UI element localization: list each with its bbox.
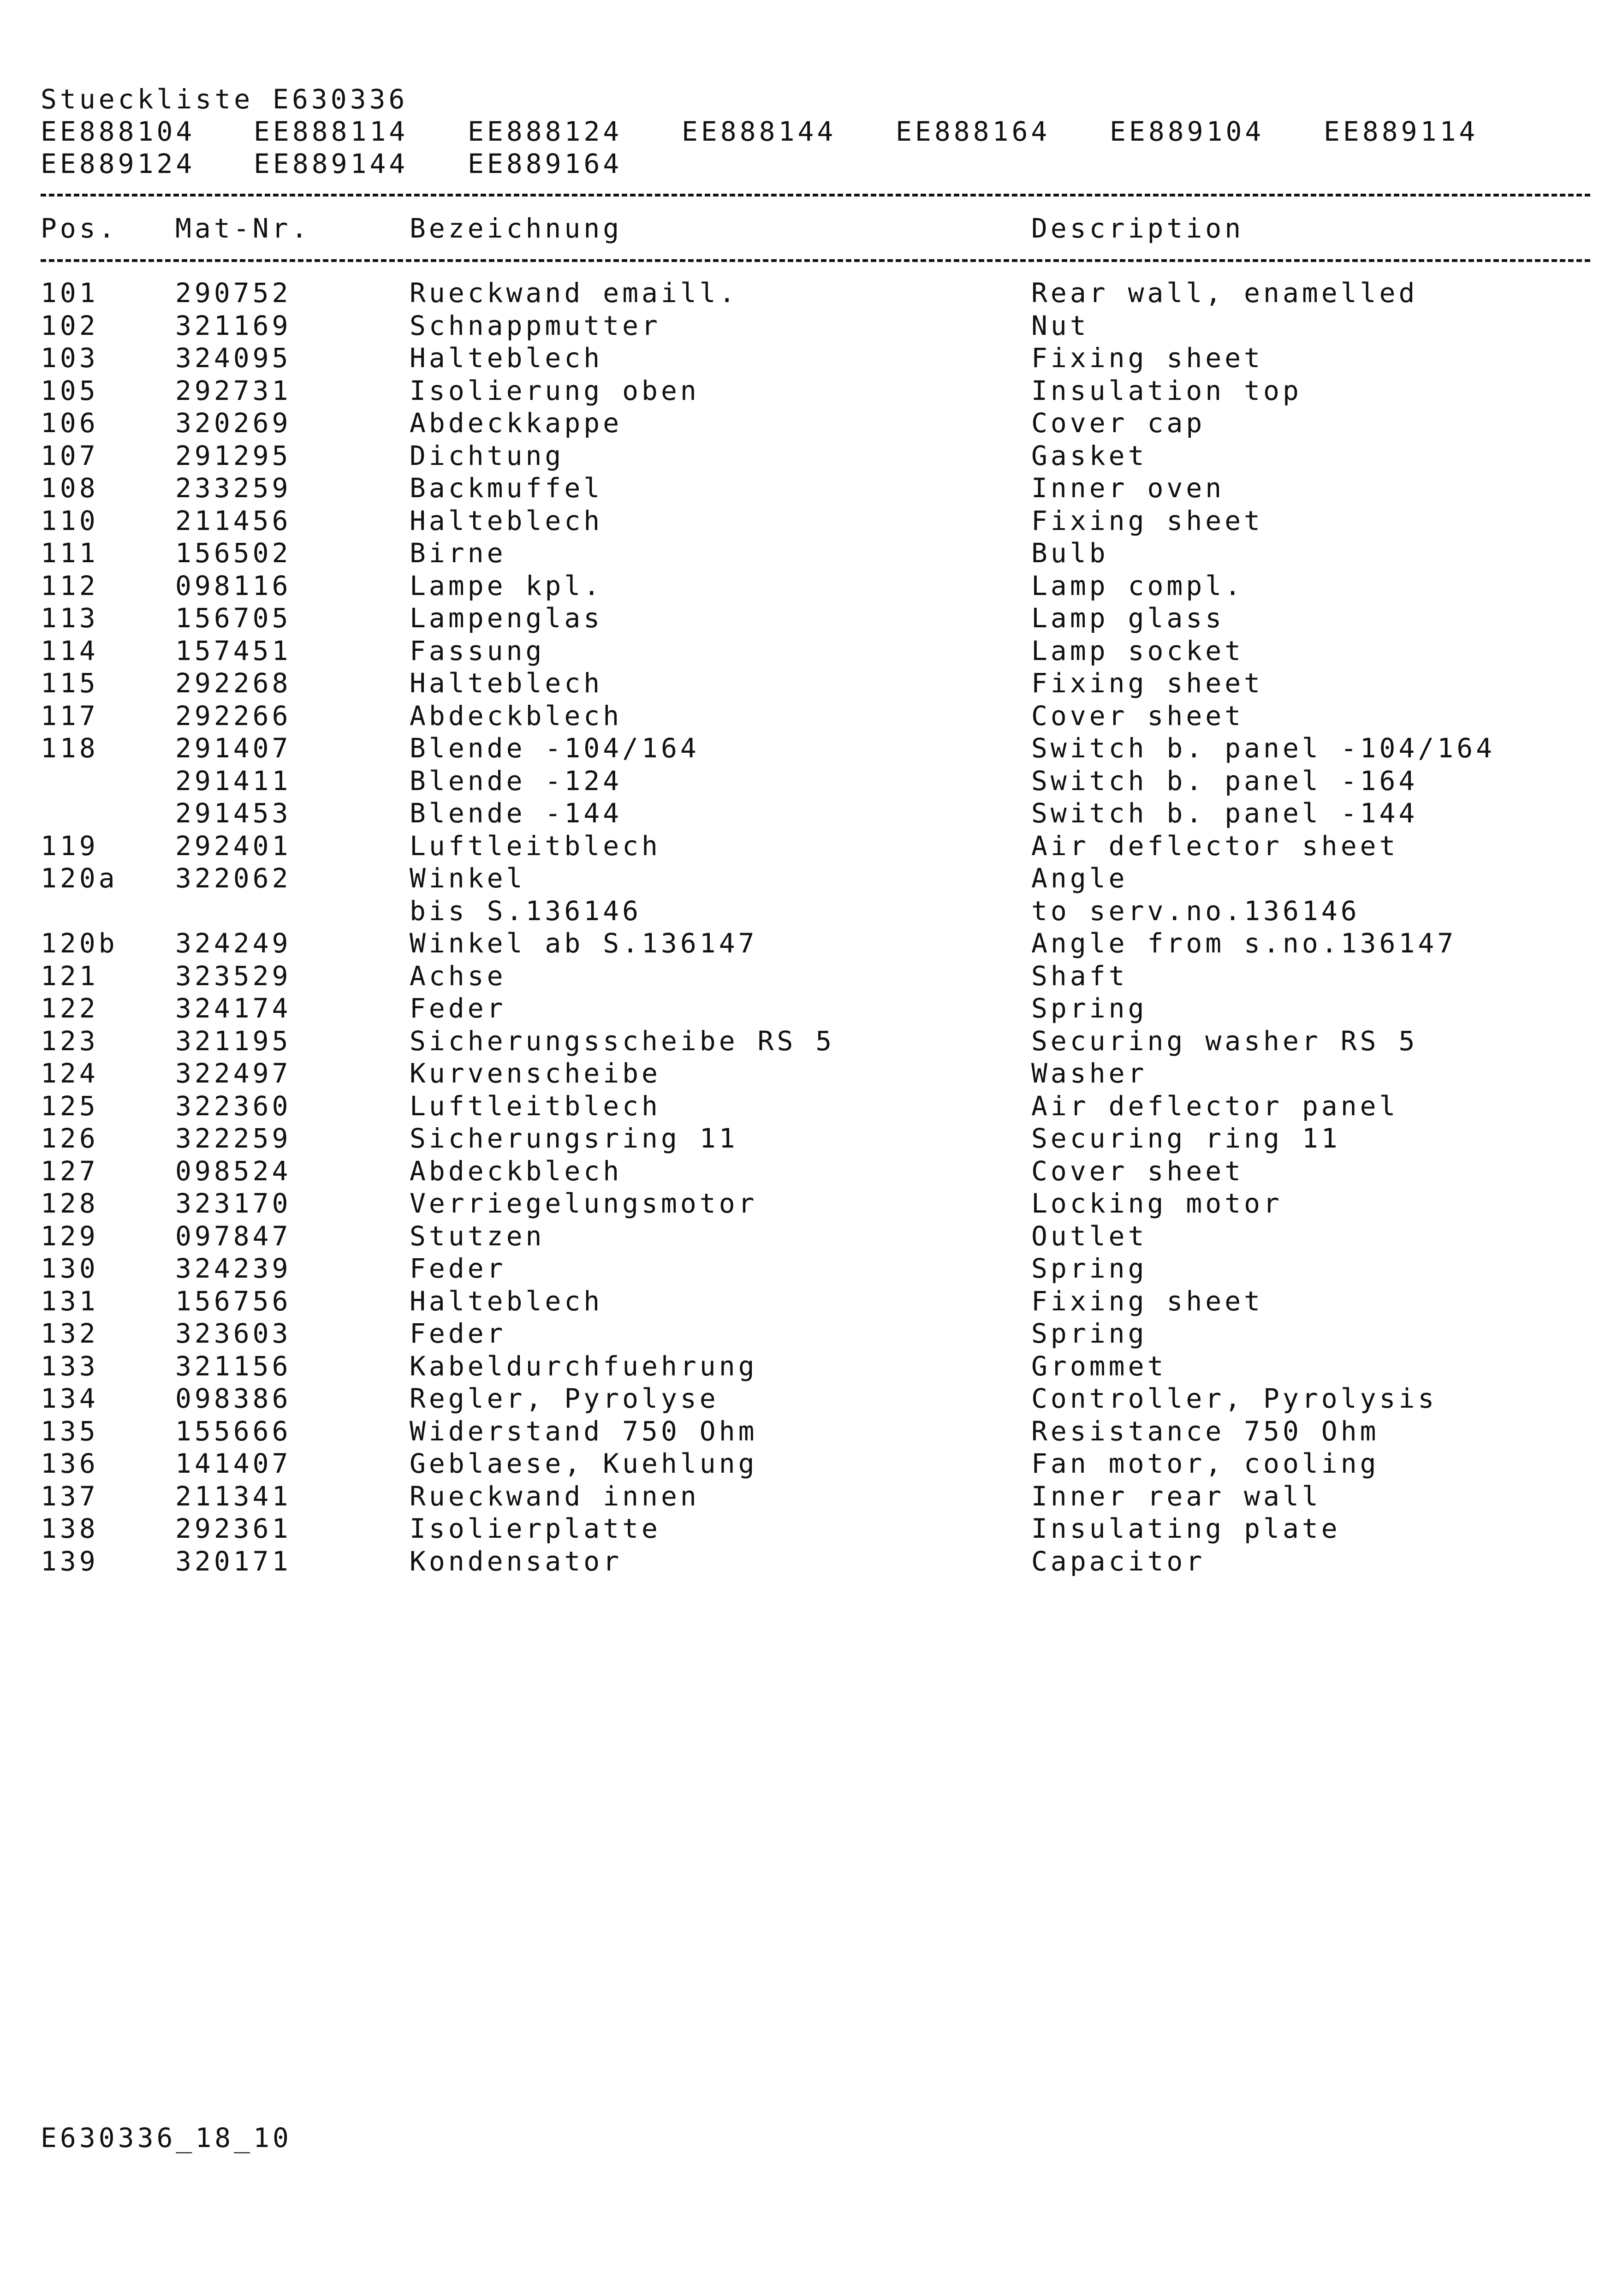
description-cell: Securing washer RS 5	[1031, 1025, 1418, 1057]
pos-cell: 118	[41, 732, 99, 764]
pos-cell: 113	[41, 602, 99, 634]
table-row	[0, 1512, 1617, 1545]
model-number: EE888144	[682, 116, 837, 147]
mat-nr-cell: 141407	[175, 1448, 291, 1479]
pos-cell: 129	[41, 1220, 99, 1252]
bezeichnung-cell: Lampenglas	[410, 602, 603, 634]
model-number: EE888104	[41, 116, 196, 147]
table-row	[0, 472, 1617, 504]
mat-nr-cell: 155666	[175, 1415, 291, 1447]
table-row	[0, 862, 1617, 894]
table-row	[0, 602, 1617, 634]
pos-cell: 131	[41, 1285, 99, 1317]
description-cell: Angle from s.no.136147	[1031, 928, 1457, 959]
mat-nr-cell: 157451	[175, 635, 291, 666]
bezeichnung-cell: Geblaese, Kuehlung	[410, 1448, 758, 1479]
description-cell: Insulation top	[1031, 375, 1302, 406]
description-cell: to serv.no.136146	[1031, 895, 1360, 927]
description-cell: Insulating plate	[1031, 1513, 1341, 1544]
description-cell: Fixing sheet	[1031, 505, 1264, 536]
bezeichnung-cell: Sicherungsring 11	[410, 1123, 738, 1154]
description-cell: Lamp compl.	[1031, 570, 1244, 601]
mat-nr-cell: 291411	[175, 765, 291, 797]
model-number: EE889124	[41, 148, 196, 179]
description-cell: Nut	[1031, 309, 1089, 341]
table-row	[0, 1382, 1617, 1415]
bezeichnung-cell: Halteblech	[410, 342, 603, 374]
table-row	[0, 1025, 1617, 1057]
table-row	[0, 667, 1617, 699]
pos-cell: 135	[41, 1415, 99, 1447]
bezeichnung-cell: Halteblech	[410, 1285, 603, 1317]
mat-nr-cell: 156502	[175, 537, 291, 569]
mat-nr-cell: 322259	[175, 1123, 291, 1154]
description-cell: Outlet	[1031, 1220, 1147, 1252]
dashed-divider-header	[41, 259, 1590, 262]
description-cell: Capacitor	[1031, 1545, 1206, 1577]
table-row	[0, 797, 1617, 829]
bezeichnung-cell: Isolierplatte	[410, 1513, 661, 1544]
bezeichnung-cell: Blende -124	[410, 765, 623, 797]
description-cell: Lamp glass	[1031, 602, 1225, 634]
table-row	[0, 407, 1617, 439]
mat-nr-cell: 322062	[175, 862, 291, 894]
description-cell: Grommet	[1031, 1350, 1167, 1382]
bezeichnung-cell: Achse	[410, 960, 506, 992]
mat-nr-cell: 323529	[175, 960, 291, 992]
bezeichnung-cell: Isolierung oben	[410, 375, 700, 406]
model-number: EE888124	[468, 116, 623, 147]
model-list-line-1	[0, 115, 1617, 148]
pos-cell: 119	[41, 830, 99, 862]
table-row	[0, 700, 1617, 732]
description-cell: Inner rear wall	[1031, 1480, 1321, 1512]
table-row	[0, 960, 1617, 992]
bezeichnung-cell: Schnappmutter	[410, 309, 661, 341]
pos-cell: 124	[41, 1058, 99, 1089]
pos-cell: 101	[41, 277, 99, 309]
bezeichnung-cell: Kurvenscheibe	[410, 1058, 661, 1089]
pos-cell: 108	[41, 472, 99, 504]
bezeichnung-cell: Lampe kpl.	[410, 570, 603, 601]
pos-cell: 105	[41, 375, 99, 406]
bezeichnung-cell: bis S.136146	[410, 895, 642, 927]
bezeichnung-cell: Rueckwand innen	[410, 1480, 700, 1512]
document-title: Stueckliste E630336	[41, 83, 408, 115]
model-number: EE888114	[254, 116, 409, 147]
column-header-bezeichnung: Bezeichnung	[410, 213, 623, 244]
model-number: EE888164	[896, 116, 1051, 147]
bezeichnung-cell: Kondensator	[410, 1545, 623, 1577]
table-row	[0, 765, 1617, 797]
mat-nr-cell: 156756	[175, 1285, 291, 1317]
mat-nr-cell: 324174	[175, 993, 291, 1024]
description-cell: Spring	[1031, 1318, 1147, 1349]
mat-nr-cell: 098386	[175, 1383, 291, 1414]
bezeichnung-cell: Stutzen	[410, 1220, 545, 1252]
mat-nr-cell: 233259	[175, 472, 291, 504]
column-header-description: Description	[1031, 213, 1244, 244]
description-cell: Cover cap	[1031, 407, 1206, 439]
pos-cell: 137	[41, 1480, 99, 1512]
pos-cell: 111	[41, 537, 99, 569]
description-cell: Angle	[1031, 862, 1128, 894]
bezeichnung-cell: Winkel	[410, 862, 526, 894]
mat-nr-cell: 322360	[175, 1090, 291, 1122]
description-cell: Switch b. panel -164	[1031, 765, 1418, 797]
table-row	[0, 537, 1617, 569]
bezeichnung-cell: Blende -144	[410, 797, 623, 829]
pos-cell: 110	[41, 505, 99, 536]
model-number: EE889164	[468, 148, 623, 179]
pos-cell: 103	[41, 342, 99, 374]
table-row	[0, 1545, 1617, 1577]
mat-nr-cell: 098116	[175, 570, 291, 601]
bezeichnung-cell: Fassung	[410, 635, 545, 666]
description-cell: Fixing sheet	[1031, 342, 1264, 374]
table-row	[0, 830, 1617, 862]
bezeichnung-cell: Verriegelungsmotor	[410, 1188, 758, 1219]
pos-cell: 106	[41, 407, 99, 439]
mat-nr-cell: 322497	[175, 1058, 291, 1089]
table-row	[0, 309, 1617, 342]
bezeichnung-cell: Luftleitblech	[410, 830, 661, 862]
description-cell: Switch b. panel -144	[1031, 797, 1418, 829]
description-cell: Bulb	[1031, 537, 1109, 569]
pos-cell: 132	[41, 1318, 99, 1349]
table-row	[0, 895, 1617, 927]
mat-nr-cell: 291453	[175, 797, 291, 829]
bezeichnung-cell: Halteblech	[410, 505, 603, 536]
bezeichnung-cell: Abdeckblech	[410, 1155, 623, 1187]
bezeichnung-cell: Luftleitblech	[410, 1090, 661, 1122]
mat-nr-cell: 156705	[175, 602, 291, 634]
bezeichnung-cell: Kabeldurchfuehrung	[410, 1350, 758, 1382]
pos-cell: 136	[41, 1448, 99, 1479]
pos-cell: 133	[41, 1350, 99, 1382]
bezeichnung-cell: Feder	[410, 1318, 506, 1349]
description-cell: Spring	[1031, 1253, 1147, 1284]
pos-cell: 134	[41, 1383, 99, 1414]
pos-cell: 112	[41, 570, 99, 601]
description-cell: Inner oven	[1031, 472, 1225, 504]
table-row	[0, 732, 1617, 764]
dashed-divider-top	[41, 194, 1590, 196]
bezeichnung-cell: Feder	[410, 993, 506, 1024]
description-cell: Fan motor, cooling	[1031, 1448, 1379, 1479]
table-row	[0, 1480, 1617, 1512]
description-cell: Switch b. panel -104/164	[1031, 732, 1496, 764]
mat-nr-cell: 324249	[175, 928, 291, 959]
pos-cell: 126	[41, 1123, 99, 1154]
table-row	[0, 1187, 1617, 1219]
description-cell: Securing ring 11	[1031, 1123, 1341, 1154]
mat-nr-cell: 292361	[175, 1513, 291, 1544]
mat-nr-cell: 290752	[175, 277, 291, 309]
pos-cell: 130	[41, 1253, 99, 1284]
mat-nr-cell: 291295	[175, 440, 291, 471]
mat-nr-cell: 098524	[175, 1155, 291, 1187]
description-cell: Gasket	[1031, 440, 1147, 471]
table-row	[0, 1350, 1617, 1382]
description-cell: Resistance 750 Ohm	[1031, 1415, 1379, 1447]
pos-cell: 139	[41, 1545, 99, 1577]
table-row	[0, 1057, 1617, 1089]
model-number: EE889104	[1110, 116, 1265, 147]
model-number: EE889144	[254, 148, 409, 179]
description-cell: Cover sheet	[1031, 1155, 1244, 1187]
pos-cell: 107	[41, 440, 99, 471]
description-cell: Cover sheet	[1031, 700, 1244, 732]
column-header-mat-nr: Mat-Nr.	[175, 213, 311, 244]
table-row	[0, 1122, 1617, 1154]
mat-nr-cell: 291407	[175, 732, 291, 764]
mat-nr-cell: 292401	[175, 830, 291, 862]
mat-nr-cell: 292266	[175, 700, 291, 732]
table-row	[0, 1285, 1617, 1317]
pos-cell: 117	[41, 700, 99, 732]
table-row	[0, 1155, 1617, 1187]
pos-cell: 115	[41, 667, 99, 699]
bezeichnung-cell: Widerstand 750 Ohm	[410, 1415, 758, 1447]
description-cell: Lamp socket	[1031, 635, 1244, 666]
pos-cell: 120b	[41, 928, 118, 959]
mat-nr-cell: 292731	[175, 375, 291, 406]
bezeichnung-cell: Regler, Pyrolyse	[410, 1383, 719, 1414]
pos-cell: 123	[41, 1025, 99, 1057]
table-row	[0, 1090, 1617, 1122]
mat-nr-cell: 320171	[175, 1545, 291, 1577]
mat-nr-cell: 323603	[175, 1318, 291, 1349]
table-row	[0, 342, 1617, 374]
pos-cell: 128	[41, 1188, 99, 1219]
table-row	[0, 1220, 1617, 1252]
description-cell: Washer	[1031, 1058, 1147, 1089]
bezeichnung-cell: Winkel ab S.136147	[410, 928, 758, 959]
description-cell: Air deflector sheet	[1031, 830, 1399, 862]
bezeichnung-cell: Feder	[410, 1253, 506, 1284]
description-cell: Spring	[1031, 993, 1147, 1024]
bezeichnung-cell: Blende -104/164	[410, 732, 700, 764]
pos-cell: 114	[41, 635, 99, 666]
table-row	[0, 375, 1617, 407]
mat-nr-cell: 324095	[175, 342, 291, 374]
bezeichnung-cell: Abdeckkappe	[410, 407, 623, 439]
pos-cell: 138	[41, 1513, 99, 1544]
table-row	[0, 277, 1617, 309]
mat-nr-cell: 323170	[175, 1188, 291, 1219]
mat-nr-cell: 097847	[175, 1220, 291, 1252]
model-number: EE889114	[1324, 116, 1479, 147]
description-cell: Rear wall, enamelled	[1031, 277, 1418, 309]
table-row	[0, 440, 1617, 472]
mat-nr-cell: 324239	[175, 1253, 291, 1284]
table-row	[0, 570, 1617, 602]
column-header-pos: Pos.	[41, 213, 118, 244]
description-cell: Fixing sheet	[1031, 667, 1264, 699]
pos-cell: 102	[41, 309, 99, 341]
bezeichnung-cell: Birne	[410, 537, 506, 569]
table-row	[0, 927, 1617, 959]
model-list-line-2	[0, 148, 1617, 180]
table-row	[0, 635, 1617, 667]
mat-nr-cell: 211456	[175, 505, 291, 536]
mat-nr-cell: 292268	[175, 667, 291, 699]
mat-nr-cell: 320269	[175, 407, 291, 439]
bezeichnung-cell: Dichtung	[410, 440, 565, 471]
table-row	[0, 1415, 1617, 1447]
description-cell: Locking motor	[1031, 1188, 1283, 1219]
bezeichnung-cell: Sicherungsscheibe RS 5	[410, 1025, 835, 1057]
column-header-row	[0, 212, 1617, 244]
pos-cell: 122	[41, 993, 99, 1024]
description-cell: Controller, Pyrolysis	[1031, 1383, 1438, 1414]
description-cell: Fixing sheet	[1031, 1285, 1264, 1317]
mat-nr-cell: 321195	[175, 1025, 291, 1057]
pos-cell: 125	[41, 1090, 99, 1122]
table-row	[0, 1447, 1617, 1480]
table-row	[0, 505, 1617, 537]
table-row	[0, 1317, 1617, 1350]
table-row	[0, 992, 1617, 1024]
mat-nr-cell: 321156	[175, 1350, 291, 1382]
pos-cell: 127	[41, 1155, 99, 1187]
description-cell: Shaft	[1031, 960, 1128, 992]
description-cell: Air deflector panel	[1031, 1090, 1399, 1122]
mat-nr-cell: 321169	[175, 309, 291, 341]
table-row	[0, 1252, 1617, 1285]
bezeichnung-cell: Rueckwand emaill.	[410, 277, 738, 309]
bezeichnung-cell: Halteblech	[410, 667, 603, 699]
pos-cell: 121	[41, 960, 99, 992]
pos-cell: 120a	[41, 862, 118, 894]
document-footer-code: E630336_18_10	[41, 2122, 292, 2153]
mat-nr-cell: 211341	[175, 1480, 291, 1512]
bezeichnung-cell: Abdeckblech	[410, 700, 623, 732]
bezeichnung-cell: Backmuffel	[410, 472, 603, 504]
